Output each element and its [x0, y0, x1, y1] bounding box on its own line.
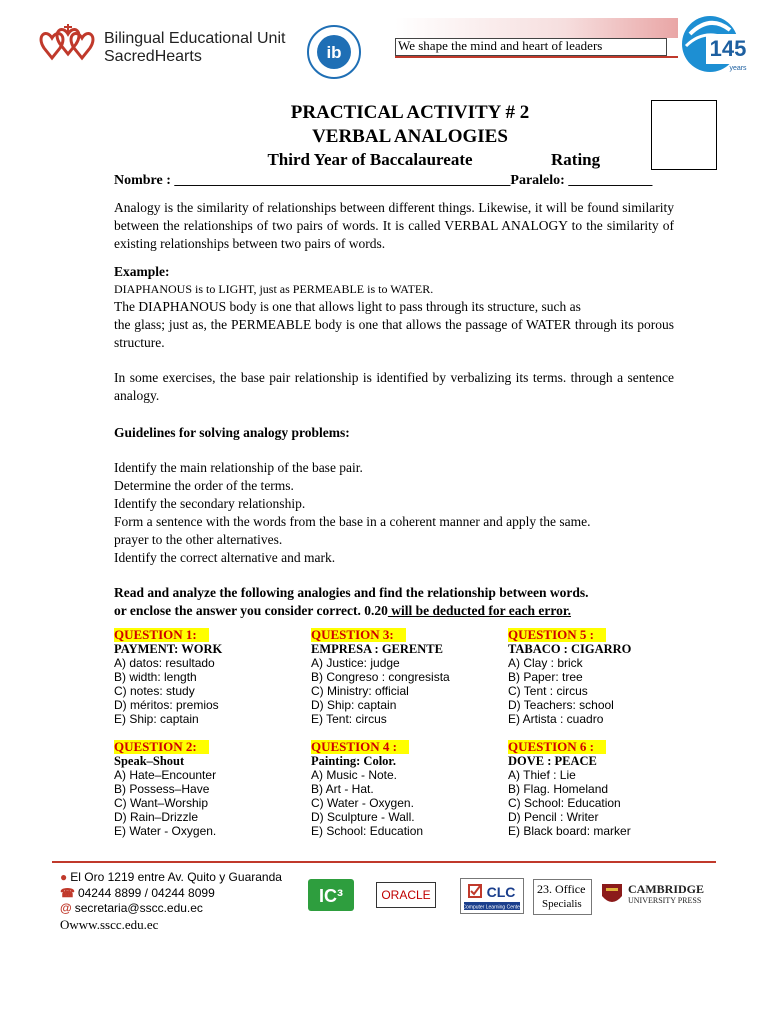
- question-base-pair: EMPRESA : GERENTE: [311, 642, 443, 656]
- question-base-pair: Painting: Color.: [311, 754, 396, 768]
- answer-option[interactable]: A) Thief : Lie: [508, 768, 576, 782]
- phone-text: 04244 8899 / 04244 8099: [77, 885, 215, 900]
- ic3-logo: [308, 879, 354, 911]
- guideline-item: Identify the main relationship of the base pair.: [114, 460, 363, 475]
- answer-option[interactable]: A) Clay : brick: [508, 656, 583, 670]
- answer-option[interactable]: C) Ministry: official: [311, 684, 409, 698]
- header-band: [395, 18, 678, 38]
- answer-option[interactable]: A) Music - Note.: [311, 768, 398, 782]
- clc-logo: [460, 878, 524, 914]
- anniversary-label: years: [729, 65, 747, 72]
- activity-subtitle: VERBAL ANALOGIES: [312, 126, 508, 147]
- verbalizing-paragraph: In some exercises, the base pair relationship is identified by verbalizing its terms. through a sentence analogy.: [114, 370, 674, 403]
- footer-divider: [52, 861, 716, 863]
- instructions-line2: [114, 602, 674, 620]
- example-line: DIAPHANOUS is to LIGHT, just as PERMEABLE is to WATER.: [114, 282, 434, 296]
- question-base-pair: PAYMENT: WORK: [114, 642, 223, 656]
- answer-option[interactable]: E) Black board: marker: [508, 824, 631, 838]
- clc-logo-text: CLC: [486, 884, 516, 900]
- answer-option[interactable]: E) Water - Oxygen.: [114, 824, 217, 838]
- question-2: [114, 740, 216, 838]
- question-base-pair: DOVE : PEACE: [508, 754, 597, 768]
- answer-option[interactable]: D) Rain–Drizzle: [114, 810, 199, 824]
- question-title: QUESTION 1:: [114, 628, 209, 642]
- question-base-pair: TABACO : CIGARRO: [508, 642, 632, 656]
- instructions-line2-start: or enclose the answer you consider correct. 0.20: [114, 603, 388, 618]
- at-icon: @: [60, 901, 72, 915]
- rating-box: [651, 100, 717, 170]
- answer-option[interactable]: B) Flag. Homeland: [508, 782, 609, 796]
- answer-option[interactable]: C) Want–Worship: [114, 796, 209, 810]
- office-logo-line2: Specialis: [542, 898, 582, 910]
- answer-option[interactable]: D) Teachers: school: [508, 698, 614, 712]
- name-field-line: Nombre : ________________________________________________Paralelo: ____________: [114, 173, 653, 188]
- ib-logo-text: ib: [326, 43, 342, 62]
- address-text: El Oro 1219 entre Av. Quito y Guaranda: [70, 870, 282, 884]
- cambridge-logo-line1: CAMBRIDGE: [628, 882, 705, 896]
- address-row: [60, 870, 282, 886]
- answer-option[interactable]: E) Ship: captain: [114, 712, 199, 726]
- instructions-line1: Read and analyze the following analogies and find the relationship between words.: [114, 585, 589, 600]
- deduction-note: will be deducted for each error.: [387, 603, 571, 618]
- anniversary-number: 145: [709, 36, 747, 61]
- website-link[interactable]: Owww.sscc.edu.ec: [60, 917, 159, 932]
- answer-option[interactable]: B) Congreso : congresista: [311, 670, 450, 684]
- contact-info: [60, 870, 282, 917]
- question-title: QUESTION 5 :: [508, 628, 606, 642]
- sacred-hearts-logo: [38, 22, 98, 72]
- guideline-item: Determine the order of the terms.: [114, 478, 294, 493]
- intro-paragraph: Analogy is the similarity of relationships between different things. Likewise, it will be found similarity between the relationships of two pairs of words. It is called VERBAL ANALOGY to the similarity of existing relationships between two pairs of words.: [114, 200, 674, 251]
- email-row: [60, 901, 282, 917]
- phone-icon: ☎: [60, 885, 75, 900]
- answer-option[interactable]: C) notes: study: [114, 684, 195, 698]
- guideline-item: Identify the correct alternative and mark.: [114, 550, 336, 565]
- answer-option[interactable]: B) Possess–Have: [114, 782, 210, 796]
- oracle-logo: ORACLE: [376, 882, 436, 908]
- course-level: Third Year of Baccalaureate: [267, 150, 473, 169]
- location-pin-icon: ●: [60, 870, 68, 884]
- school-name-line1: Bilingual Educational Unit: [104, 30, 286, 47]
- cambridge-logo: [600, 882, 720, 908]
- motto-text: We shape the mind and heart of leaders: [398, 38, 603, 53]
- example-heading: Example:: [114, 264, 170, 279]
- answer-option[interactable]: D) méritos: premios: [114, 698, 219, 712]
- question-title: QUESTION 4 :: [311, 740, 409, 754]
- activity-title: PRACTICAL ACTIVITY # 2: [290, 102, 530, 123]
- header-divider: [395, 56, 678, 58]
- school-name-line2: SacredHearts: [104, 48, 202, 65]
- answer-option[interactable]: E) Tent: circus: [311, 712, 387, 726]
- answer-option[interactable]: D) Pencil : Writer: [508, 810, 599, 824]
- school-name: [104, 30, 285, 66]
- guideline-item: Identify the secondary relationship.: [114, 496, 306, 511]
- question-6: [508, 740, 631, 838]
- question-title: QUESTION 6 :: [508, 740, 606, 754]
- question-title: QUESTION 2:: [114, 740, 209, 754]
- answer-option[interactable]: B) Paper: tree: [508, 670, 583, 684]
- email-text[interactable]: secretaria@sscc.edu.ec: [74, 901, 203, 915]
- answer-option[interactable]: D) Sculpture - Wall.: [311, 810, 415, 824]
- ic3-logo-text: IC³: [319, 886, 343, 906]
- anniversary-logo: [676, 12, 752, 76]
- rating-label: Rating: [551, 150, 601, 169]
- answer-option[interactable]: B) Art - Hat.: [311, 782, 374, 796]
- clc-logo-subtitle: Computer Learning Center: [462, 904, 522, 911]
- answer-option[interactable]: A) datos: resultado: [114, 656, 215, 670]
- office-specialist-logo: [533, 879, 592, 915]
- answer-option[interactable]: A) Hate–Encounter: [114, 768, 217, 782]
- guideline-item: Form a sentence with the words from the base in a coherent manner and apply the same.: [114, 514, 591, 529]
- answer-option[interactable]: C) School: Education: [508, 796, 621, 810]
- question-3: [311, 628, 450, 726]
- answer-option[interactable]: E) School: Education: [311, 824, 424, 838]
- question-title: QUESTION 3:: [311, 628, 406, 642]
- office-logo-line1: 23. Office: [537, 882, 586, 896]
- guidelines-heading: Guidelines for solving analogy problems:: [114, 425, 350, 440]
- answer-option[interactable]: D) Ship: captain: [311, 698, 397, 712]
- ib-logo: [306, 24, 362, 80]
- example-explanation-2: the glass; just as, the PERMEABLE body is one that allows the passage of WATER through its porous structure.: [114, 317, 674, 350]
- cambridge-logo-line2: UNIVERSITY PRESS: [628, 896, 702, 905]
- example-explanation-1: The DIAPHANOUS body is one that allows light to pass through its structure, such as: [114, 299, 581, 314]
- question-base-pair: Speak–Shout: [114, 754, 185, 768]
- phone-row: [60, 886, 282, 902]
- guideline-item: prayer to the other alternatives.: [114, 532, 283, 547]
- question-1: [114, 628, 222, 726]
- question-5: [508, 628, 631, 726]
- answer-option[interactable]: C) Tent : circus: [508, 684, 588, 698]
- answer-option[interactable]: C) Water - Oxygen.: [311, 796, 414, 810]
- answer-option[interactable]: B) width: length: [114, 670, 197, 684]
- answer-option[interactable]: E) Artista : cuadro: [508, 712, 604, 726]
- answer-option[interactable]: A) Justice: judge: [311, 656, 400, 670]
- question-4: [311, 740, 423, 838]
